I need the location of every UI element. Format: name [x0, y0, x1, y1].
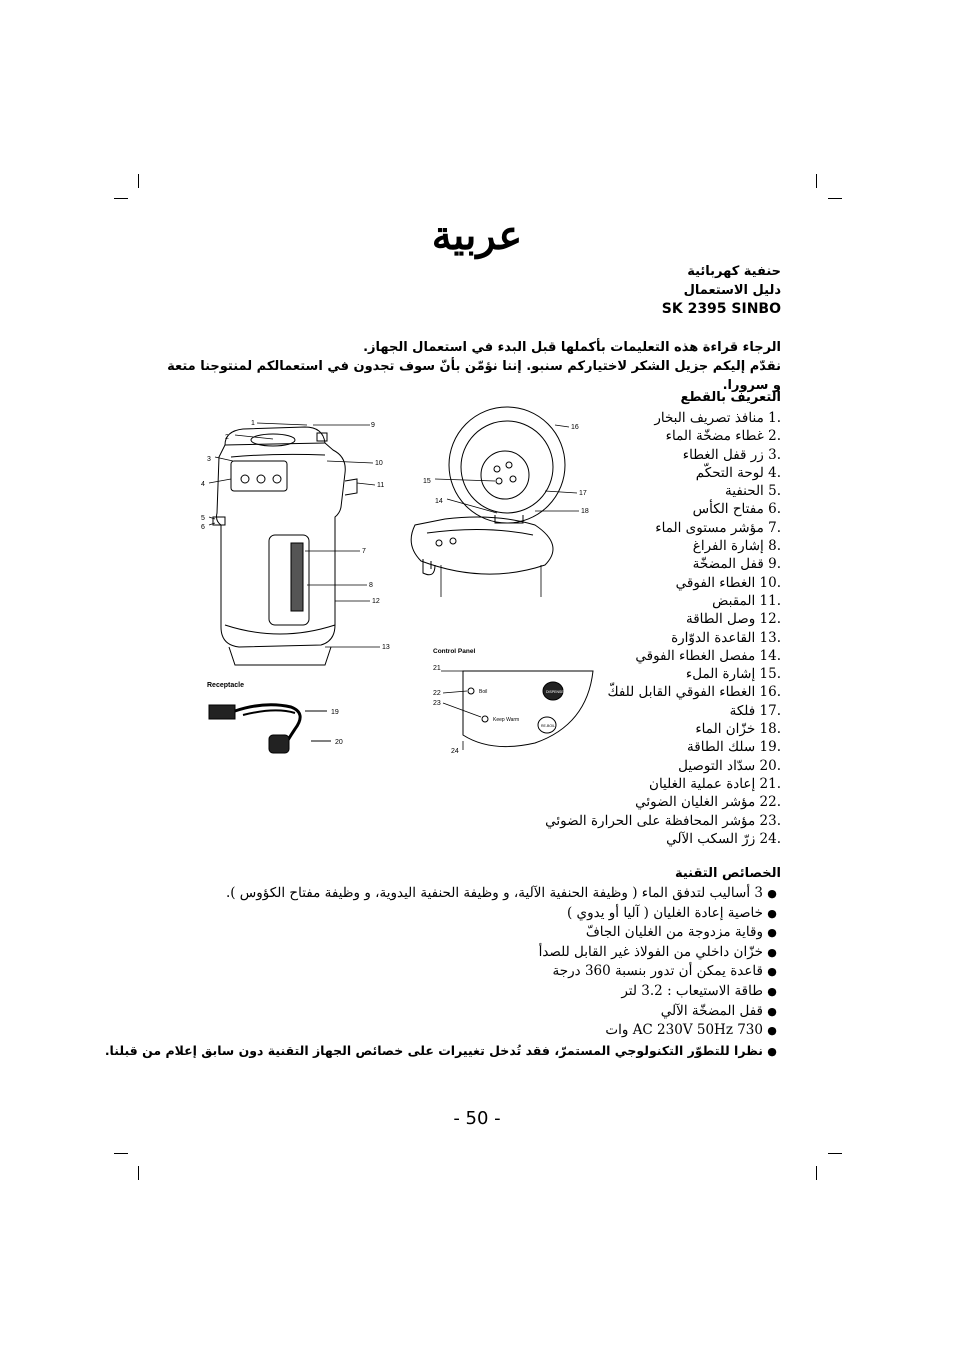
part-number: 9.	[768, 556, 781, 573]
crop-mark	[114, 198, 128, 199]
bullet-icon: ●	[767, 984, 777, 998]
callout-number: 18	[581, 508, 589, 515]
part-number: 14.	[759, 647, 781, 664]
document-header	[481, 262, 781, 319]
part-label: مؤشر المحافظة على الحرارة الضوئي	[545, 812, 756, 829]
part-number: 1.	[768, 410, 781, 426]
crop-mark	[138, 174, 139, 188]
callout-number: 8	[369, 582, 373, 589]
bullet-icon: ●	[767, 1024, 777, 1038]
part-label: زر قفل الغطاء	[682, 446, 764, 463]
parts-heading: التعريف بالقطع	[680, 390, 781, 405]
part-label: مؤشر مستوى الماء	[655, 519, 764, 536]
pot-side-view	[213, 427, 357, 665]
part-label: المقبض	[712, 592, 756, 609]
feature-text: خزّان داخلي من الفولاذ غير القابل للصدأ	[538, 943, 763, 960]
feature-item	[161, 904, 781, 924]
product-name: حنفية كهربائية	[687, 264, 781, 279]
part-number: 11.	[759, 592, 781, 609]
part-label: الغطاء الفوقي	[675, 574, 756, 591]
part-number: 23.	[759, 812, 781, 829]
part-number: 15.	[759, 666, 781, 683]
callout-number: 13	[382, 644, 390, 651]
part-label: الغطاء الفوقي القابل للفكّ	[607, 684, 756, 701]
part-label: إشارة الفراغ	[692, 538, 764, 555]
feature-item	[161, 923, 781, 943]
part-label: زرّ السكب الآلي	[666, 830, 756, 847]
features-heading: الخصائص التقنية	[674, 866, 781, 881]
callout-number: 12	[372, 598, 380, 605]
part-number: 19.	[759, 739, 781, 756]
feature-item	[161, 962, 781, 982]
callout-number: 19	[331, 709, 339, 716]
callout-number: 21	[433, 665, 441, 672]
callout-number: 16	[571, 424, 579, 431]
receptacle-drawing	[207, 682, 331, 753]
reboil-label: RE-BOIL	[541, 724, 556, 728]
part-label: لوحة التحكّم	[695, 464, 764, 481]
crop-mark	[828, 198, 842, 199]
part-number: 5.	[768, 483, 781, 500]
crop-mark	[114, 1153, 128, 1154]
feature-item	[161, 1002, 781, 1022]
feature-item	[161, 982, 781, 1002]
bullet-icon: ●	[767, 906, 777, 920]
receptacle-label: Receptacle	[207, 682, 244, 689]
control-panel-label: Control Panel	[433, 648, 476, 655]
feature-item	[161, 884, 781, 904]
crop-mark	[828, 1153, 842, 1154]
part-label: خزّان الماء	[695, 721, 756, 738]
part-item	[545, 812, 781, 830]
callout-number: 22	[433, 690, 441, 697]
part-number: 10.	[759, 574, 781, 591]
part-label: سدّاد التوصيل	[678, 757, 756, 774]
page-title: عربية	[431, 212, 523, 259]
intro-line: نقدّم إليكم جزيل الشكر لاختياركم سنبو. إننا نؤمّن بأنّ سوف تجدون في استعمالكم لمنتوجنا متعة و سرورا.	[167, 359, 781, 393]
bullet-icon: ●	[767, 926, 777, 940]
part-label: إعادة عملية الغليان	[649, 775, 756, 792]
product-diagram	[195, 395, 600, 770]
part-item	[551, 775, 781, 793]
callout-number: 17	[579, 490, 587, 497]
callout-number: 1	[251, 420, 255, 427]
feature-item	[104, 1041, 781, 1061]
feature-text: قفل المضخّة الآلي	[660, 1002, 763, 1019]
bullet-icon: ●	[767, 945, 777, 959]
callout-number: 20	[335, 739, 343, 746]
control-panel-drawing	[433, 648, 593, 747]
crop-mark	[816, 174, 817, 188]
keep-warm-label: Keep Warm	[493, 717, 520, 723]
callout-number: 11	[377, 482, 385, 489]
part-label: منافذ تصريف البخار	[654, 410, 764, 426]
part-label: مؤشر الغليان الضوئي	[635, 794, 756, 811]
bullet-icon: ●	[767, 1004, 777, 1018]
feature-text: وقاية مزدوجة من الغليان الجافّ	[585, 924, 763, 941]
callout-number: 2	[225, 434, 229, 441]
part-label: سلك الطاقة	[687, 739, 756, 756]
features-list	[104, 884, 781, 1060]
callout-number: 3	[207, 456, 211, 463]
part-label: قفل المضخّة	[692, 556, 764, 573]
feature-text: طاقة الاستيعاب : 3.2 لتر	[621, 982, 763, 999]
part-item	[551, 830, 781, 848]
part-number: 24.	[759, 830, 781, 847]
feature-text: 3 أساليب لتدفق الماء ( وظيفة الحنفية الآلية، و وظيفة الحنفية اليدوية، و وظيفة مفتاح الكؤوس ).	[225, 885, 763, 901]
part-label: مفتاح الكأس	[692, 501, 764, 518]
callout-number: 24	[451, 748, 459, 755]
callout-number: 9	[371, 422, 375, 429]
manual-label: دليل الاستعمال	[683, 283, 781, 298]
callout-number: 15	[423, 478, 431, 485]
part-number: 20.	[759, 757, 781, 774]
feature-item	[161, 1021, 781, 1041]
model-number: SK 2395 SINBO	[661, 301, 781, 317]
part-number: 2.	[768, 428, 781, 445]
callout-number: 4	[201, 481, 205, 488]
bullet-icon: ●	[767, 1044, 777, 1058]
part-label: الحنفية	[725, 483, 764, 500]
page-number: - 50 -	[453, 1108, 501, 1129]
part-label: فلكة	[729, 702, 756, 719]
part-number: 18.	[759, 721, 781, 738]
crop-mark	[816, 1166, 817, 1180]
part-number: 4.	[768, 464, 781, 481]
part-number: 7.	[768, 519, 781, 536]
callout-number: 23	[433, 700, 441, 707]
callout-number: 6	[201, 524, 205, 531]
part-number: 6.	[768, 501, 781, 518]
callout-number: 7	[362, 548, 366, 555]
callout-number: 10	[375, 460, 383, 467]
feature-text: AC 230V 50Hz 730 وات	[605, 1022, 763, 1039]
intro-text	[161, 338, 781, 395]
part-number: 22.	[759, 794, 781, 811]
bullet-icon: ●	[767, 965, 777, 979]
boil-label: Boil	[479, 689, 488, 695]
callout-number: 5	[201, 515, 205, 522]
part-label: مفصل الغطاء الفوقي	[635, 647, 756, 664]
crop-mark	[138, 1166, 139, 1180]
part-number: 8.	[768, 538, 781, 555]
feature-text: قاعدة يمكن أن تدور بنسبة 360 درجة	[552, 963, 763, 980]
feature-text: خاصية إعادة الغليان ( آليا أو يدوي )	[566, 904, 763, 921]
part-item	[551, 793, 781, 811]
part-number: 21.	[759, 775, 781, 792]
pot-open-lid-view	[411, 407, 565, 575]
part-number: 12.	[759, 611, 781, 628]
part-label: وصل الطاقة	[685, 611, 756, 628]
part-label: إشارة الملء	[685, 666, 756, 683]
part-number: 13.	[759, 629, 781, 646]
feature-item	[161, 943, 781, 963]
part-number: 16.	[759, 684, 781, 701]
callout-number: 14	[435, 498, 443, 505]
part-number: 3.	[768, 446, 781, 463]
feature-text: نظرا للتطوّر التكنولوجي المستمرّ، فقد تُدخل تغييرات على خصائص الجهاز التقنية دون سابق إعلام من قبلنا.	[104, 1042, 763, 1058]
bullet-icon: ●	[767, 887, 777, 900]
dispense-label: DISPENSE	[546, 690, 564, 694]
part-label: القاعدة الدوّارة	[671, 629, 756, 646]
part-label: غطاء مضخّة الماء	[665, 428, 764, 445]
intro-line: الرجاء قراءة هذه التعليمات بأكملها قبل البدء في استعمال الجهاز.	[363, 340, 781, 355]
part-number: 17.	[759, 702, 781, 719]
